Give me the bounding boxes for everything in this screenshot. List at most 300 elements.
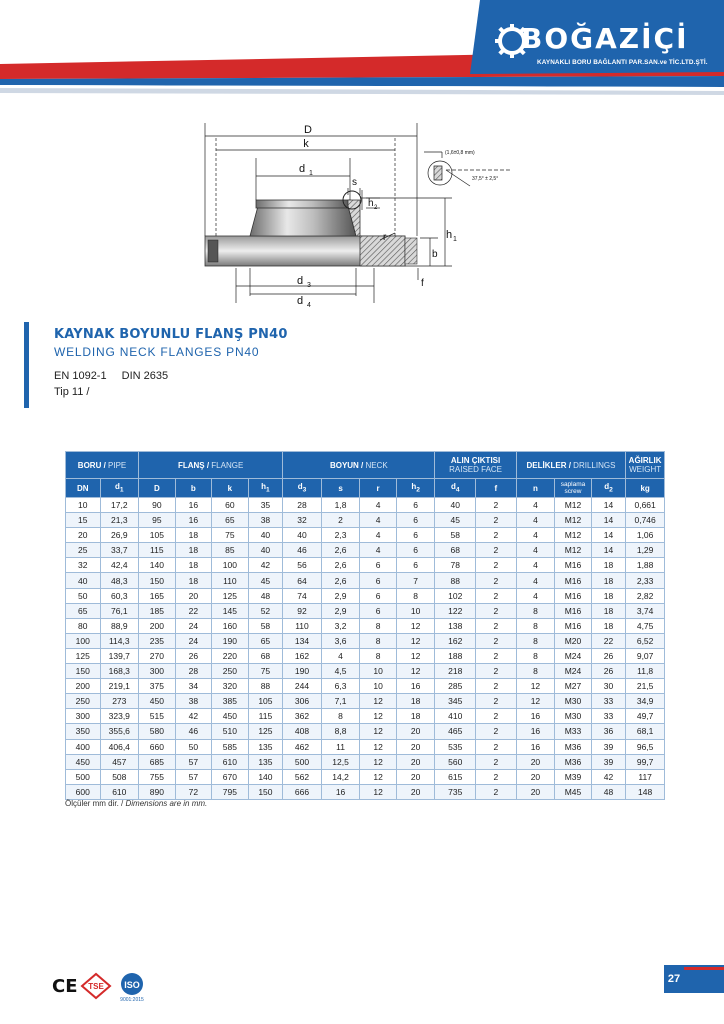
table-row [66, 498, 665, 513]
standard-en: EN 1092-1 [54, 370, 107, 382]
page-number: 27 [664, 965, 684, 993]
cell-screw: M16 [555, 618, 592, 633]
cell-b: 18 [175, 543, 212, 558]
cell-d4: 188 [435, 648, 476, 663]
cell-h2: 20 [396, 754, 435, 769]
cell-n: 16 [516, 739, 555, 754]
cell-d3: 190 [283, 664, 322, 679]
cell-d4: 58 [435, 528, 476, 543]
cell-f: 2 [476, 754, 517, 769]
cell-f: 2 [476, 648, 517, 663]
cell-d1: 323,9 [100, 709, 139, 724]
cell-r: 12 [360, 709, 397, 724]
cell-r: 8 [360, 618, 397, 633]
col-f: f [476, 479, 517, 498]
cell-screw: M24 [555, 648, 592, 663]
col-k: k [212, 479, 249, 498]
cell-s: 14,2 [321, 769, 360, 784]
cell-d4: 285 [435, 679, 476, 694]
cell-D: 300 [139, 664, 176, 679]
cell-kg: 99,7 [626, 754, 665, 769]
cell-d3: 32 [283, 513, 322, 528]
cell-d4: 102 [435, 588, 476, 603]
cell-b: 72 [175, 784, 212, 799]
cell-n: 8 [516, 648, 555, 663]
cell-D: 105 [139, 528, 176, 543]
cell-k: 670 [212, 769, 249, 784]
cell-dn: 80 [66, 618, 101, 633]
cell-d3: 306 [283, 694, 322, 709]
cell-kg: 1,88 [626, 558, 665, 573]
table-row [66, 724, 665, 739]
standards [54, 370, 180, 382]
cell-n: 4 [516, 543, 555, 558]
cell-s: 7,1 [321, 694, 360, 709]
table-row [66, 633, 665, 648]
col-r: r [360, 479, 397, 498]
cell-f: 2 [476, 724, 517, 739]
col-dn: DN [66, 479, 101, 498]
cell-k: 75 [212, 528, 249, 543]
cell-screw: M12 [555, 498, 592, 513]
cell-d2: 39 [591, 754, 626, 769]
cell-f: 2 [476, 513, 517, 528]
cell-D: 450 [139, 694, 176, 709]
cell-dn: 20 [66, 528, 101, 543]
table-row [66, 543, 665, 558]
cell-dn: 15 [66, 513, 101, 528]
cell-h1: 68 [248, 648, 283, 663]
cell-d2: 48 [591, 784, 626, 799]
cell-h2: 20 [396, 784, 435, 799]
cell-b: 38 [175, 694, 212, 709]
cell-D: 140 [139, 558, 176, 573]
cell-h2: 6 [396, 513, 435, 528]
cell-d1: 355,6 [100, 724, 139, 739]
table-row [66, 694, 665, 709]
cell-D: 755 [139, 769, 176, 784]
cell-h1: 52 [248, 603, 283, 618]
cell-d2: 33 [591, 694, 626, 709]
title-block [24, 322, 424, 408]
cell-d1: 26,9 [100, 528, 139, 543]
cell-h2: 16 [396, 679, 435, 694]
cell-d2: 26 [591, 648, 626, 663]
cell-n: 20 [516, 754, 555, 769]
cell-kg: 96,5 [626, 739, 665, 754]
cell-b: 46 [175, 724, 212, 739]
spec-table-body [66, 498, 665, 800]
cell-b: 34 [175, 679, 212, 694]
cell-d4: 345 [435, 694, 476, 709]
cell-r: 8 [360, 648, 397, 663]
label-f: f [421, 278, 424, 289]
cell-r: 12 [360, 724, 397, 739]
col-h1: $h_1$ [248, 479, 283, 498]
label-b: b [432, 249, 438, 260]
cell-s: 2,6 [321, 543, 360, 558]
cell-s: 16 [321, 784, 360, 799]
cell-n: 4 [516, 573, 555, 588]
cell-d2: 22 [591, 633, 626, 648]
label-d4: d [296, 295, 304, 307]
cell-h1: 115 [248, 709, 283, 724]
cell-s: 2 [321, 513, 360, 528]
col-kg: kg [626, 479, 665, 498]
cell-kg: 117 [626, 769, 665, 784]
units-note-en: Dimensions are in mm. [125, 799, 208, 808]
group-pipe: BORU / PIPE [66, 452, 139, 479]
cell-d3: 92 [283, 603, 322, 618]
cell-kg: 0,661 [626, 498, 665, 513]
cell-h1: 140 [248, 769, 283, 784]
cell-s: 4 [321, 648, 360, 663]
cell-screw: M30 [555, 709, 592, 724]
cell-D: 90 [139, 498, 176, 513]
cell-d4: 78 [435, 558, 476, 573]
cell-kg: 68,1 [626, 724, 665, 739]
cell-d3: 362 [283, 709, 322, 724]
cell-d2: 18 [591, 558, 626, 573]
cell-n: 8 [516, 664, 555, 679]
cell-screw: M20 [555, 633, 592, 648]
cell-kg: 11,8 [626, 664, 665, 679]
cell-D: 165 [139, 588, 176, 603]
cell-h1: 135 [248, 739, 283, 754]
col-h2: $h_2$ [396, 479, 435, 498]
cell-d1: 33,7 [100, 543, 139, 558]
cell-D: 235 [139, 633, 176, 648]
cell-d3: 28 [283, 498, 322, 513]
flange-drawing [180, 118, 530, 318]
label-detail-angle: 37,5° ± 2,5° [472, 176, 499, 182]
cell-d2: 36 [591, 724, 626, 739]
cell-h2: 12 [396, 664, 435, 679]
brand-logo [495, 22, 715, 72]
tse-logo-icon [82, 974, 110, 998]
cell-d2: 14 [591, 513, 626, 528]
label-detail-dim: (1,6±0,8 mm) [445, 150, 475, 156]
cell-d3: 134 [283, 633, 322, 648]
cell-h2: 6 [396, 558, 435, 573]
cell-r: 10 [360, 664, 397, 679]
cell-h1: 40 [248, 543, 283, 558]
cell-d2: 30 [591, 679, 626, 694]
cell-n: 16 [516, 724, 555, 739]
label-h1: h [446, 229, 453, 241]
cell-d4: 162 [435, 633, 476, 648]
cell-d3: 244 [283, 679, 322, 694]
group-neck: BOYUN / NECK [283, 452, 435, 479]
cell-D: 150 [139, 573, 176, 588]
cell-h1: 58 [248, 618, 283, 633]
ce-mark-icon: CE [52, 976, 78, 997]
cell-D: 685 [139, 754, 176, 769]
cell-h2: 8 [396, 588, 435, 603]
table-row [66, 618, 665, 633]
cell-d3: 162 [283, 648, 322, 663]
cell-d3: 40 [283, 528, 322, 543]
cell-D: 115 [139, 543, 176, 558]
table-row [66, 784, 665, 799]
brand-subtitle: KAYNAKLI BORU BAĞLANTI PAR.SAN.ve TİC.LTD.ŞTİ. [537, 59, 708, 66]
cell-h2: 18 [396, 709, 435, 724]
cell-b: 50 [175, 739, 212, 754]
cell-n: 4 [516, 498, 555, 513]
cell-screw: M16 [555, 603, 592, 618]
cell-s: 8 [321, 709, 360, 724]
cell-n: 4 [516, 588, 555, 603]
cell-h1: 125 [248, 724, 283, 739]
cell-f: 2 [476, 709, 517, 724]
cell-h1: 38 [248, 513, 283, 528]
standard-din: DIN 2635 [121, 370, 169, 382]
label-d1-sub: 1 [309, 170, 313, 177]
cell-n: 8 [516, 633, 555, 648]
cell-dn: 65 [66, 603, 101, 618]
cell-kg: 4,75 [626, 618, 665, 633]
table-row [66, 588, 665, 603]
cell-k: 160 [212, 618, 249, 633]
cell-n: 8 [516, 603, 555, 618]
cell-k: 220 [212, 648, 249, 663]
cell-f: 2 [476, 543, 517, 558]
cell-n: 16 [516, 709, 555, 724]
cell-d1: 219,1 [100, 679, 139, 694]
cell-d1: 114,3 [100, 633, 139, 648]
label-d4-sub: 4 [307, 302, 311, 309]
cell-k: 320 [212, 679, 249, 694]
cell-f: 2 [476, 664, 517, 679]
cell-d3: 74 [283, 588, 322, 603]
cell-d2: 14 [591, 528, 626, 543]
cell-h1: 105 [248, 694, 283, 709]
cell-dn: 25 [66, 543, 101, 558]
cell-s: 2,9 [321, 588, 360, 603]
cell-f: 2 [476, 769, 517, 784]
cell-dn: 50 [66, 588, 101, 603]
cell-r: 4 [360, 543, 397, 558]
cell-d1: 42,4 [100, 558, 139, 573]
cell-f: 2 [476, 784, 517, 799]
cell-f: 2 [476, 558, 517, 573]
cell-d1: 139,7 [100, 648, 139, 663]
cell-d1: 76,1 [100, 603, 139, 618]
cell-d4: 410 [435, 709, 476, 724]
cell-f: 2 [476, 694, 517, 709]
svg-text:9001:2015: 9001:2015 [120, 997, 144, 1002]
cell-r: 6 [360, 573, 397, 588]
cell-f: 2 [476, 573, 517, 588]
table-row [66, 739, 665, 754]
cell-dn: 32 [66, 558, 101, 573]
cell-d3: 500 [283, 754, 322, 769]
cell-f: 2 [476, 633, 517, 648]
cell-screw: M16 [555, 558, 592, 573]
title-accent-bar [24, 322, 29, 408]
cell-d2: 18 [591, 618, 626, 633]
cell-screw: M27 [555, 679, 592, 694]
cell-r: 6 [360, 603, 397, 618]
cell-D: 580 [139, 724, 176, 739]
cell-h2: 10 [396, 603, 435, 618]
cell-k: 585 [212, 739, 249, 754]
cell-d4: 40 [435, 498, 476, 513]
type-label: Tip 11 / [54, 386, 90, 398]
header [0, 0, 724, 95]
col-d4: $d_4$ [435, 479, 476, 498]
svg-text:ISO: ISO [124, 980, 140, 990]
cell-f: 2 [476, 618, 517, 633]
page-edge-decoration [684, 965, 724, 993]
group-weight: AĞIRLIK WEIGHT [626, 452, 665, 479]
spec-table [65, 451, 665, 800]
col-d2: $d_2$ [591, 479, 626, 498]
cell-D: 200 [139, 618, 176, 633]
cell-b: 22 [175, 603, 212, 618]
cell-s: 2,3 [321, 528, 360, 543]
cell-d2: 14 [591, 498, 626, 513]
cell-h2: 20 [396, 724, 435, 739]
cell-screw: M36 [555, 739, 592, 754]
cell-dn: 350 [66, 724, 101, 739]
cell-r: 4 [360, 498, 397, 513]
flange-hub [250, 206, 356, 236]
cell-s: 11 [321, 739, 360, 754]
cell-k: 795 [212, 784, 249, 799]
label-k: k [303, 138, 309, 150]
cell-d1: 406,4 [100, 739, 139, 754]
cell-d2: 33 [591, 709, 626, 724]
cell-r: 10 [360, 679, 397, 694]
cell-d4: 68 [435, 543, 476, 558]
cell-h1: 48 [248, 588, 283, 603]
cell-d1: 610 [100, 784, 139, 799]
cell-D: 270 [139, 648, 176, 663]
cell-D: 185 [139, 603, 176, 618]
label-h2-sub: 2 [374, 205, 378, 211]
cell-f: 2 [476, 498, 517, 513]
cell-k: 385 [212, 694, 249, 709]
group-raised-face: ALIN ÇIKTISI RAISED FACE [435, 452, 516, 479]
col-d3: $d_3$ [283, 479, 322, 498]
cell-b: 16 [175, 498, 212, 513]
cell-d1: 60,3 [100, 588, 139, 603]
label-h1-sub: 1 [453, 236, 457, 243]
cell-h1: 150 [248, 784, 283, 799]
cell-b: 24 [175, 618, 212, 633]
table-row [66, 664, 665, 679]
table-row [66, 754, 665, 769]
cell-dn: 10 [66, 498, 101, 513]
cell-dn: 400 [66, 739, 101, 754]
cell-screw: M16 [555, 588, 592, 603]
cell-n: 12 [516, 679, 555, 694]
cell-r: 4 [360, 513, 397, 528]
cell-D: 890 [139, 784, 176, 799]
cell-f: 2 [476, 588, 517, 603]
table-row [66, 709, 665, 724]
cell-k: 65 [212, 513, 249, 528]
cell-b: 18 [175, 573, 212, 588]
cell-D: 375 [139, 679, 176, 694]
cell-b: 16 [175, 513, 212, 528]
cell-h1: 40 [248, 528, 283, 543]
cell-screw: M33 [555, 724, 592, 739]
cell-r: 4 [360, 528, 397, 543]
cell-d1: 508 [100, 769, 139, 784]
cell-dn: 250 [66, 694, 101, 709]
cell-screw: M24 [555, 664, 592, 679]
cell-b: 18 [175, 558, 212, 573]
col-screw: saplama screw [555, 479, 592, 498]
cell-n: 4 [516, 528, 555, 543]
cell-kg: 6,52 [626, 633, 665, 648]
cell-r: 6 [360, 558, 397, 573]
cell-s: 2,6 [321, 558, 360, 573]
brand-name: BOĞAZİÇİ [521, 22, 689, 55]
cell-k: 85 [212, 543, 249, 558]
cell-n: 12 [516, 694, 555, 709]
cell-s: 4,5 [321, 664, 360, 679]
cell-b: 20 [175, 588, 212, 603]
cell-h2: 12 [396, 648, 435, 663]
cell-screw: M45 [555, 784, 592, 799]
cell-f: 2 [476, 603, 517, 618]
units-note [65, 799, 207, 808]
cell-d4: 218 [435, 664, 476, 679]
cell-d2: 18 [591, 588, 626, 603]
cell-D: 95 [139, 513, 176, 528]
cell-n: 20 [516, 784, 555, 799]
col-D: D [139, 479, 176, 498]
cell-s: 2,6 [321, 573, 360, 588]
cell-k: 60 [212, 498, 249, 513]
cell-h2: 6 [396, 543, 435, 558]
label-r: r [383, 232, 387, 243]
cell-k: 450 [212, 709, 249, 724]
cell-r: 8 [360, 633, 397, 648]
cell-k: 190 [212, 633, 249, 648]
cell-screw: M39 [555, 769, 592, 784]
cell-d1: 168,3 [100, 664, 139, 679]
cell-s: 8,8 [321, 724, 360, 739]
cell-n: 4 [516, 513, 555, 528]
cell-D: 515 [139, 709, 176, 724]
cell-r: 12 [360, 769, 397, 784]
cell-screw: M36 [555, 754, 592, 769]
col-s: s [321, 479, 360, 498]
cell-kg: 148 [626, 784, 665, 799]
cell-h1: 88 [248, 679, 283, 694]
cell-f: 2 [476, 679, 517, 694]
cell-s: 12,5 [321, 754, 360, 769]
col-d1: $d_1$ [100, 479, 139, 498]
cell-h2: 7 [396, 573, 435, 588]
cell-r: 12 [360, 694, 397, 709]
cell-h2: 6 [396, 498, 435, 513]
cell-kg: 2,33 [626, 573, 665, 588]
table-row [66, 558, 665, 573]
cell-d3: 46 [283, 543, 322, 558]
cell-kg: 1,06 [626, 528, 665, 543]
cell-d2: 18 [591, 603, 626, 618]
cell-dn: 600 [66, 784, 101, 799]
cell-n: 8 [516, 618, 555, 633]
table-row [66, 573, 665, 588]
cell-h2: 12 [396, 633, 435, 648]
cell-dn: 450 [66, 754, 101, 769]
